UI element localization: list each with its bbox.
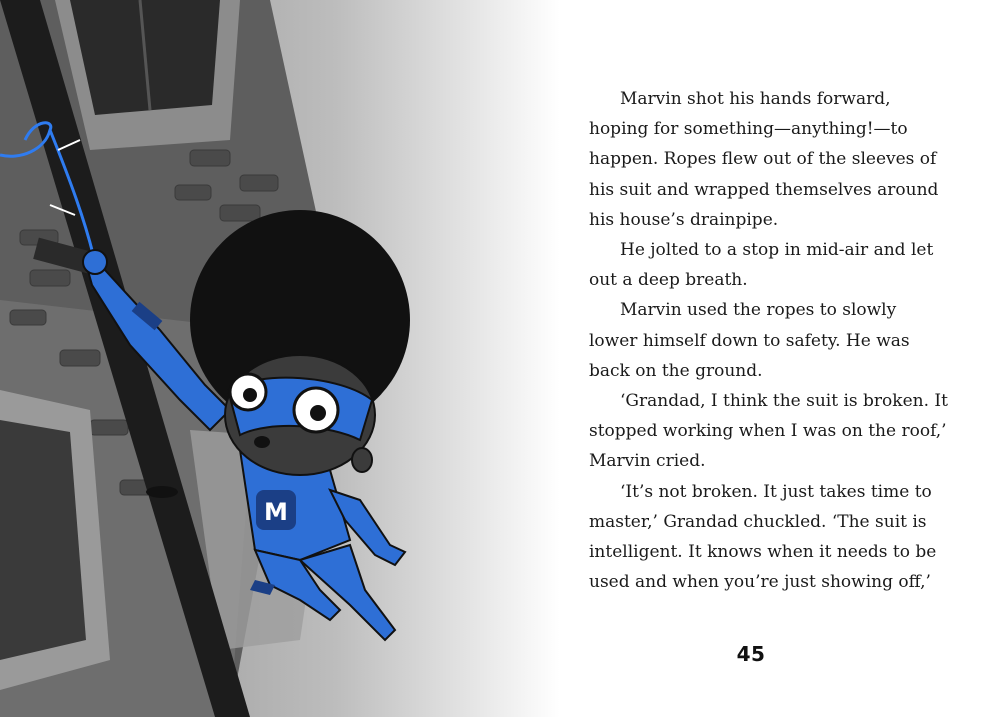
text-line: happen. Ropes flew out of the sleeves of (589, 149, 937, 170)
text-line: out a deep breath. (589, 270, 748, 291)
page-text (589, 84, 948, 597)
text-line: his suit and wrapped themselves around (589, 179, 939, 200)
text-line: lower himself down to safety. He was (589, 330, 910, 351)
paragraph (589, 386, 948, 477)
text-line: ‘It’s not broken. It just takes time to (620, 481, 932, 502)
chest-letter: M (264, 498, 288, 526)
text-line: hoping for something—anything!—to (589, 119, 908, 140)
text-line: ‘Grandad, I think the suit is broken. It (620, 391, 948, 412)
paragraph (589, 235, 939, 295)
text-line: stopped working when I was on the roof,’ (589, 421, 947, 442)
text-line: intelligent. It knows when it needs to be (589, 542, 937, 563)
paragraph (589, 477, 939, 598)
text-line: Marvin cried. (589, 451, 706, 472)
text-line: back on the ground. (589, 360, 763, 381)
paragraph (589, 84, 939, 235)
text-line: his house’s drainpipe. (589, 209, 779, 230)
text-line: He jolted to a stop in mid-air and let (620, 240, 934, 261)
page-number: 45 (736, 642, 766, 666)
text-line: Marvin shot his hands forward, (620, 89, 891, 109)
paragraph (589, 295, 939, 386)
text-line: master,’ Grandad chuckled. ‘The suit is (589, 511, 927, 532)
text-line: Marvin used the ropes to slowly (620, 300, 897, 321)
text-line: used and when you’re just showing off,’ (589, 572, 931, 593)
